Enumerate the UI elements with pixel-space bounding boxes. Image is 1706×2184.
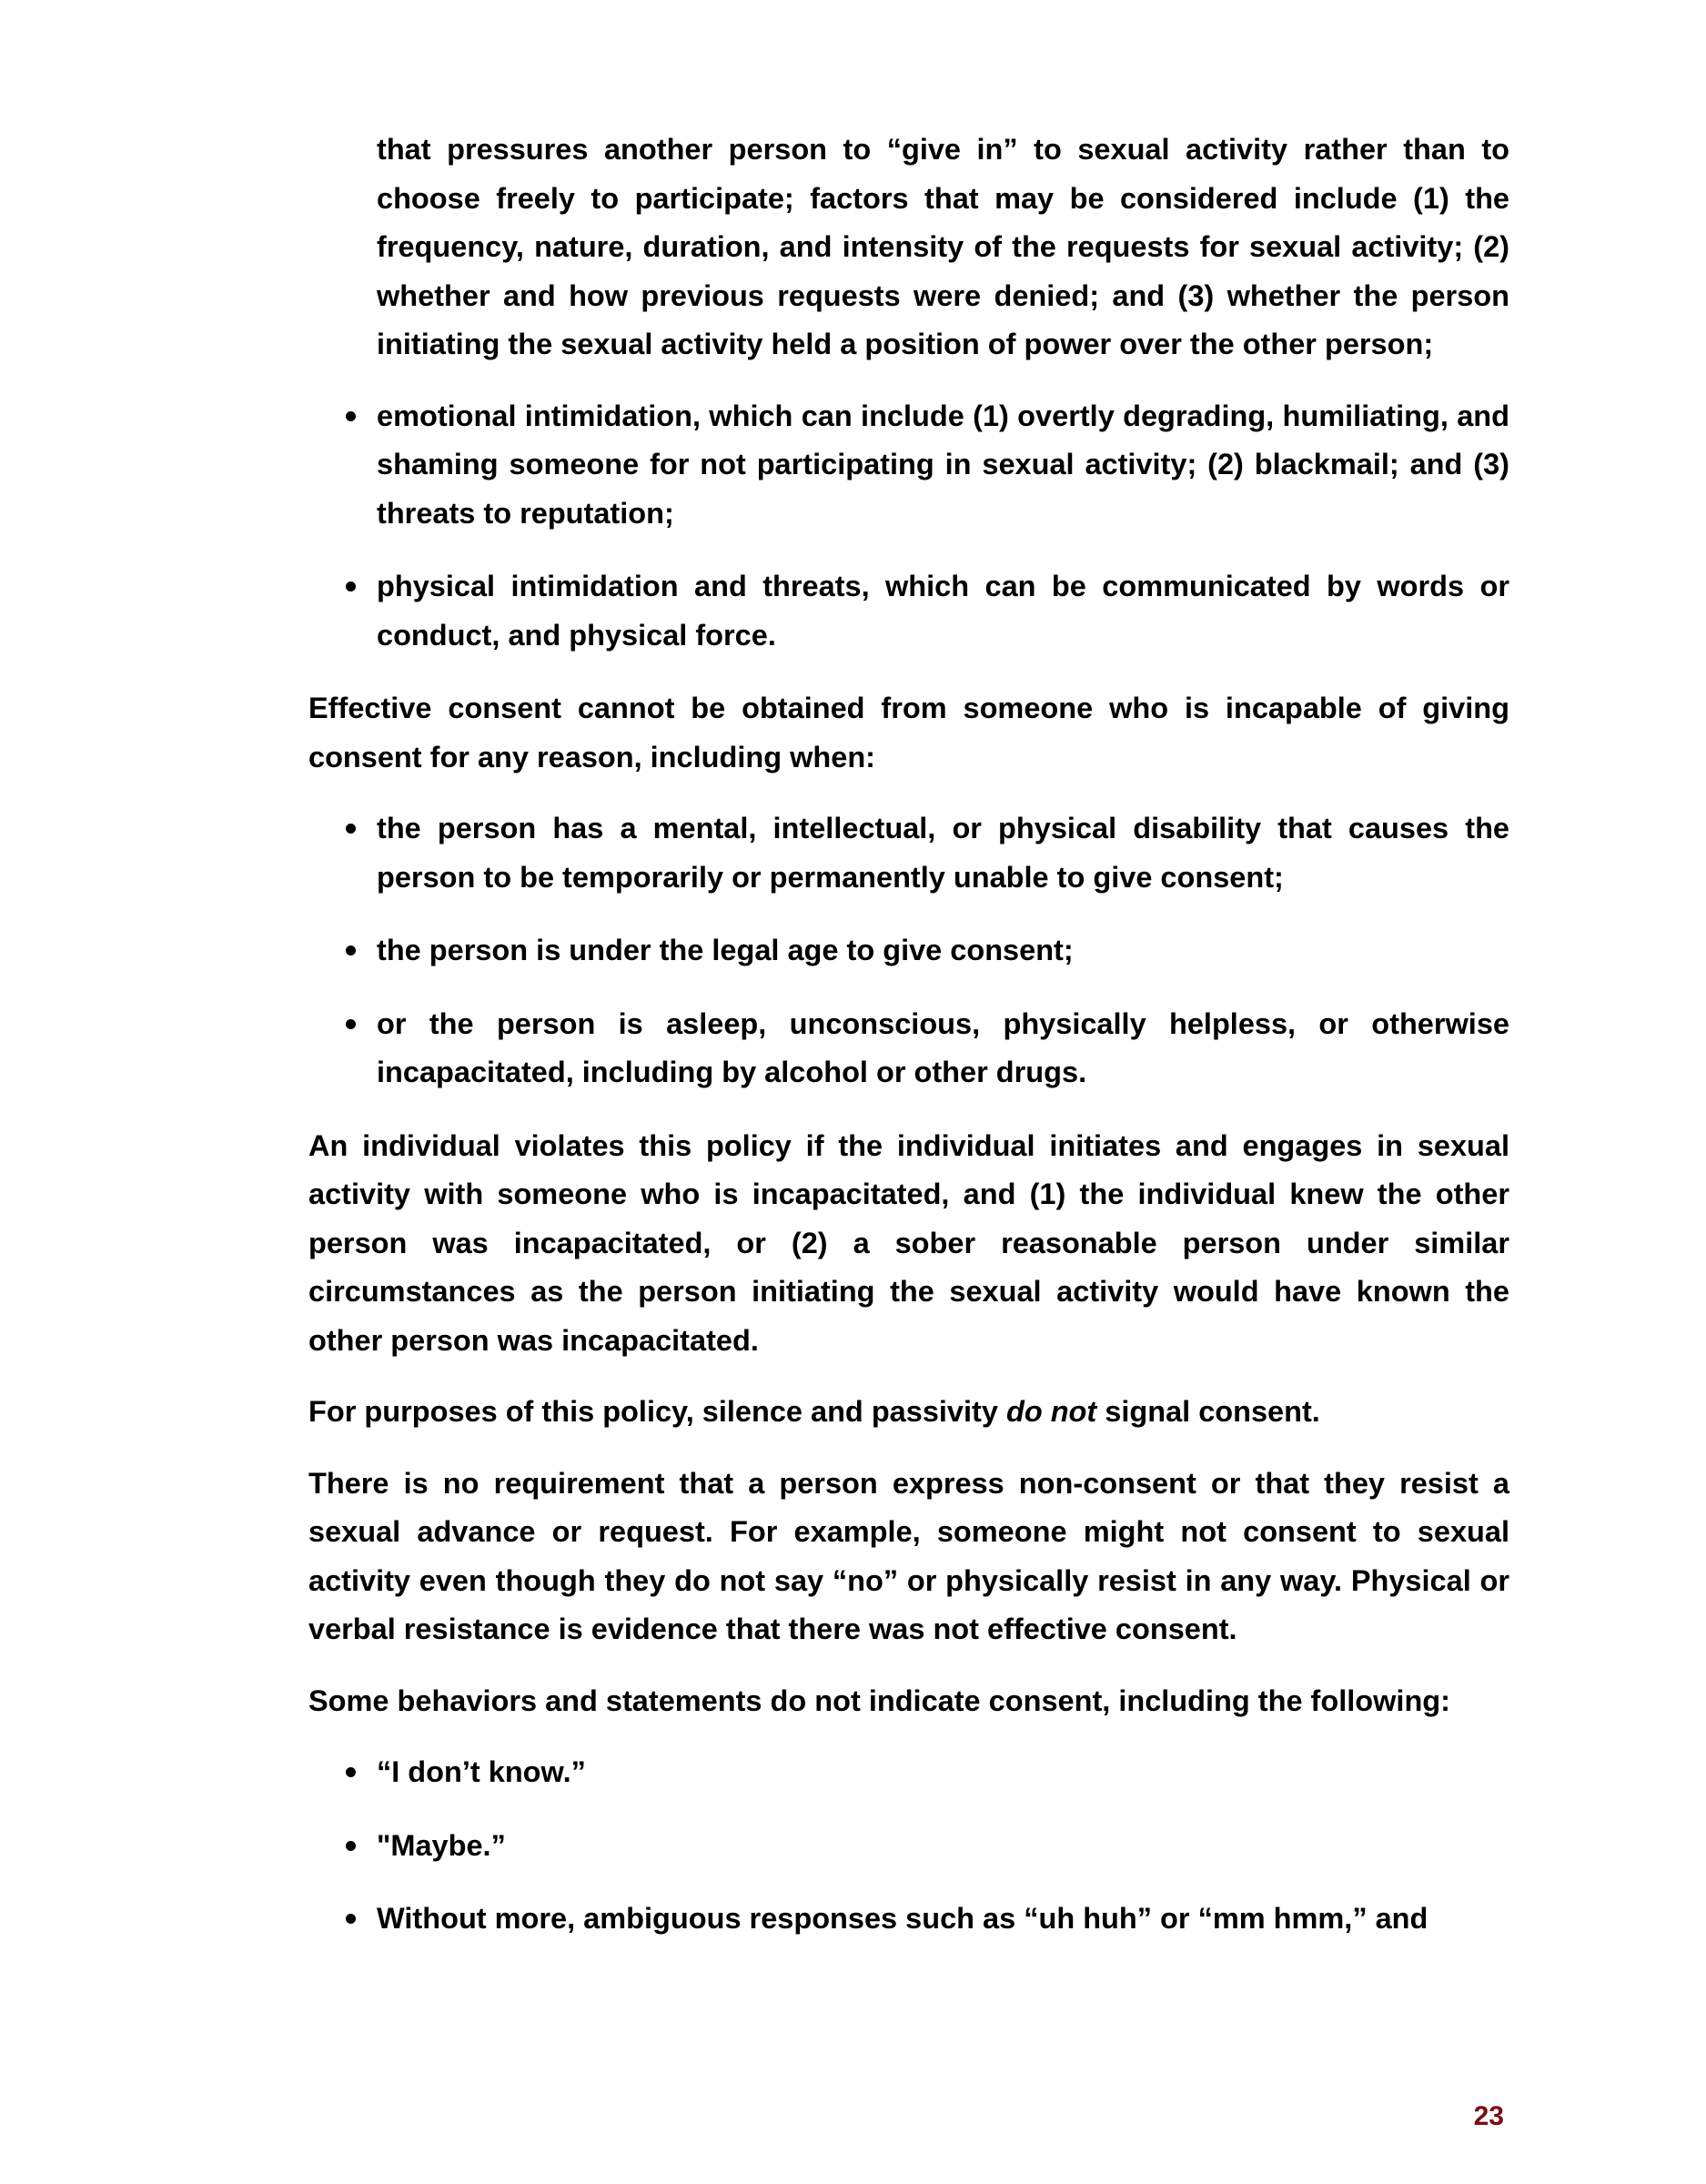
bullet-icon xyxy=(346,411,356,421)
list-item-text: "Maybe.” xyxy=(377,1828,506,1862)
list-item xyxy=(308,1748,1509,1797)
bullet-icon xyxy=(346,1019,356,1029)
list-item xyxy=(308,804,1509,902)
violation-paragraph: An individual violates this policy if the individual initiates and engages in sexual activity with someone who is incapacitated, and (1) the individual knew the other person was incapacitated, or (2) a sober reasonable person under similar circumstances as the person initiating the sexual activity would have known the other person was incapacitated. xyxy=(308,1128,1509,1357)
list-item-text: the person is under the legal age to give consent; xyxy=(377,934,1074,966)
bullet-icon xyxy=(346,945,356,956)
page-content xyxy=(308,126,1509,1968)
silence-text-before: For purposes of this policy, silence and passivity xyxy=(308,1395,1006,1428)
bullet-icon xyxy=(346,1914,356,1924)
bullet-icon xyxy=(346,1841,356,1851)
silence-paragraph xyxy=(308,1388,1509,1437)
list-item-text: the person has a mental, intellectual, or physical disability that causes the person to be temporarily or permanently unable to give consent; xyxy=(377,812,1509,894)
list-item xyxy=(308,926,1509,976)
list-item-text: “I don’t know.” xyxy=(377,1755,586,1788)
continuation-paragraph: that pressures another person to “give in” to sexual activity rather than to choose freely to participate; factors that may be considered include (1) the frequency, nature, duration, and intensity of the requests for sexual activity; (2) whether and how previous requests were denied; and (3) whether the person initiating the sexual activity held a position of power over the other person; xyxy=(377,133,1509,360)
bullet-icon xyxy=(346,824,356,834)
silence-emphasis: do not xyxy=(1005,1395,1097,1428)
not-consent-intro-paragraph: Some behaviors and statements do not indicate consent, including the following: xyxy=(308,1684,1450,1717)
list-item-text: or the person is asleep, unconscious, physically helpless, or otherwise incapacitated, including by alcohol or other drugs. xyxy=(377,1006,1509,1088)
list-item-text: physical intimidation and threats, which can be communicated by words or conduct, and physical force. xyxy=(377,570,1509,652)
list-item xyxy=(308,1000,1509,1097)
list-item xyxy=(308,1822,1509,1871)
coercion-bullet-list xyxy=(308,392,1509,661)
list-item xyxy=(308,1895,1509,1944)
incapable-bullet-list xyxy=(308,804,1509,1097)
silence-text-after: signal consent. xyxy=(1096,1395,1320,1428)
bullet-icon xyxy=(346,581,356,592)
no-requirement-paragraph: There is no requirement that a person express non-consent or that they resist a sexual advance or request. For example, someone might not consent to sexual activity even though they do not say “no” or physically resist in any way. Physical or verbal resistance is evidence that there was not effective consent. xyxy=(308,1466,1509,1645)
page-number: 23 xyxy=(1473,2101,1504,2131)
list-item xyxy=(308,562,1509,660)
incapable-intro-paragraph: Effective consent cannot be obtained from someone who is incapable of giving consent for any reason, including when: xyxy=(308,692,1509,774)
not-consent-bullet-list xyxy=(308,1748,1509,1944)
list-item xyxy=(308,392,1509,539)
list-item-text: Without more, ambiguous responses such as “uh huh” or “mm hmm,” and xyxy=(377,1902,1428,1935)
bullet-icon xyxy=(346,1767,356,1777)
list-item-text: emotional intimidation, which can include (1) overtly degrading, humiliating, and shaming someone for not participating in sexual activity; (2) blackmail; and (3) threats to reputation; xyxy=(377,399,1509,530)
